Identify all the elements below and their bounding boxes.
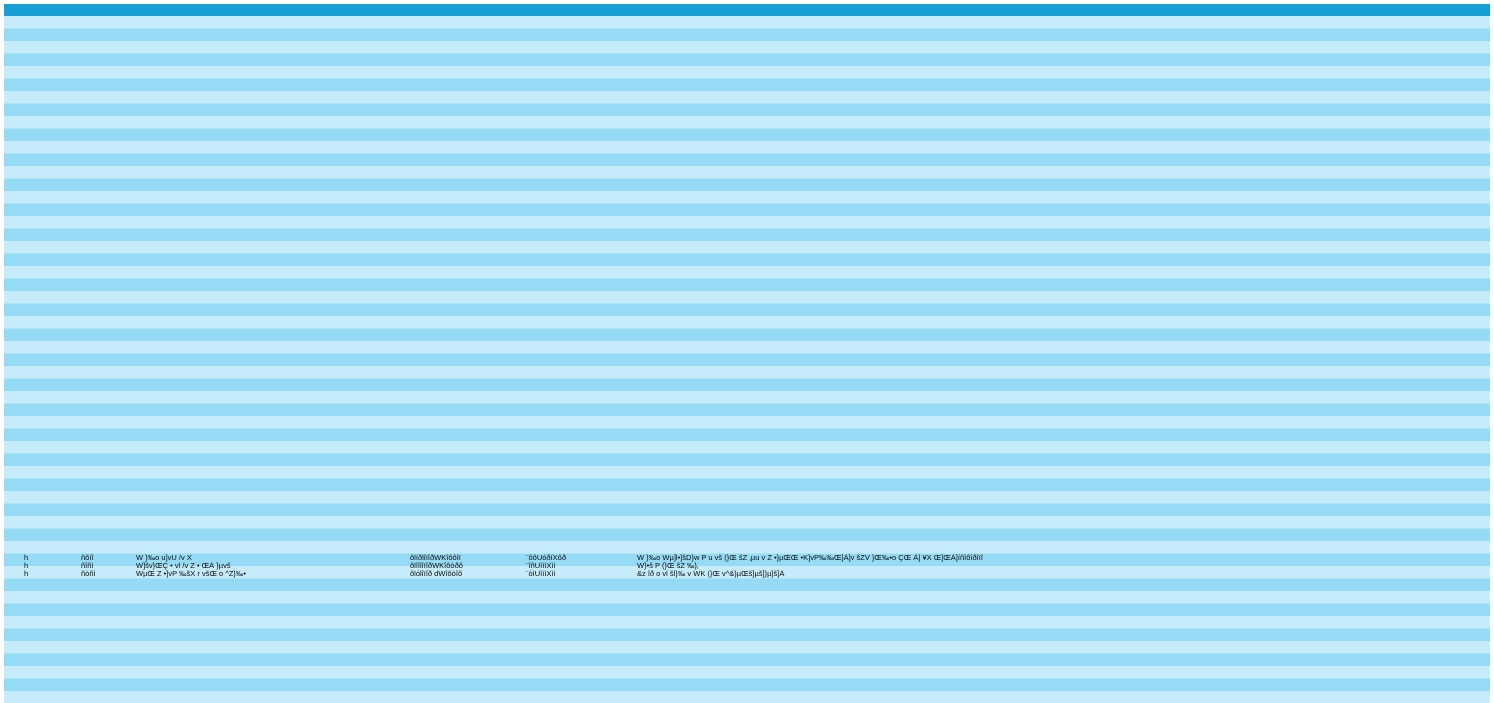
row-date: ôlíðlîïîðWKîôôîï bbox=[410, 554, 461, 562]
table-row[interactable] bbox=[4, 562, 1490, 570]
row-description: W }‰o u]vU /v X bbox=[136, 554, 192, 562]
row-amount: ¨òìUìììXìì bbox=[526, 570, 556, 578]
row-amount: ¨ôõUóðíXôð bbox=[526, 554, 567, 562]
row-description: W]šv}ŒÇ • vl /v Z • ŒÀ }µvš bbox=[136, 562, 231, 570]
row-date: ôlólîïîð dWîôòîõ bbox=[410, 570, 463, 578]
row-note: &z îð o vl šl}‰ v WK (}Œ v^&}µŒš]µš]}µ]š]À bbox=[637, 570, 785, 578]
header-bar bbox=[4, 4, 1490, 16]
striped-grid bbox=[4, 16, 1490, 703]
row-flag: h bbox=[24, 554, 29, 562]
table-row[interactable] bbox=[4, 554, 1490, 562]
row-flag: h bbox=[24, 562, 29, 570]
row-amount: ¨îñUìììXìì bbox=[526, 562, 556, 570]
data-rows bbox=[4, 554, 1490, 578]
row-description: WµŒ Z •]vP ‰šX r všŒ o ^Z}‰• bbox=[136, 570, 247, 578]
row-id: ñòñì bbox=[81, 570, 96, 578]
row-note: W }‰o Wµ]l•]šD}w P u vš (}Œ šZ ‚µu v Z •}µŒŒ •K]vP‰‰Œ]À]v šZV }Œ‰•o ÇŒ À] ¥X Œ]ŒÀ]íñîôîðîïî bbox=[637, 554, 983, 562]
row-flag: h bbox=[24, 570, 29, 578]
row-date: ôlîîlîïîðWKîôòðô bbox=[410, 562, 463, 570]
table-row[interactable] bbox=[4, 570, 1490, 578]
row-note: W}•š P (}Œ šZ ‰}‚ bbox=[637, 562, 699, 570]
row-id: ñõíî bbox=[81, 554, 94, 562]
row-id: ñîñì bbox=[81, 562, 94, 570]
